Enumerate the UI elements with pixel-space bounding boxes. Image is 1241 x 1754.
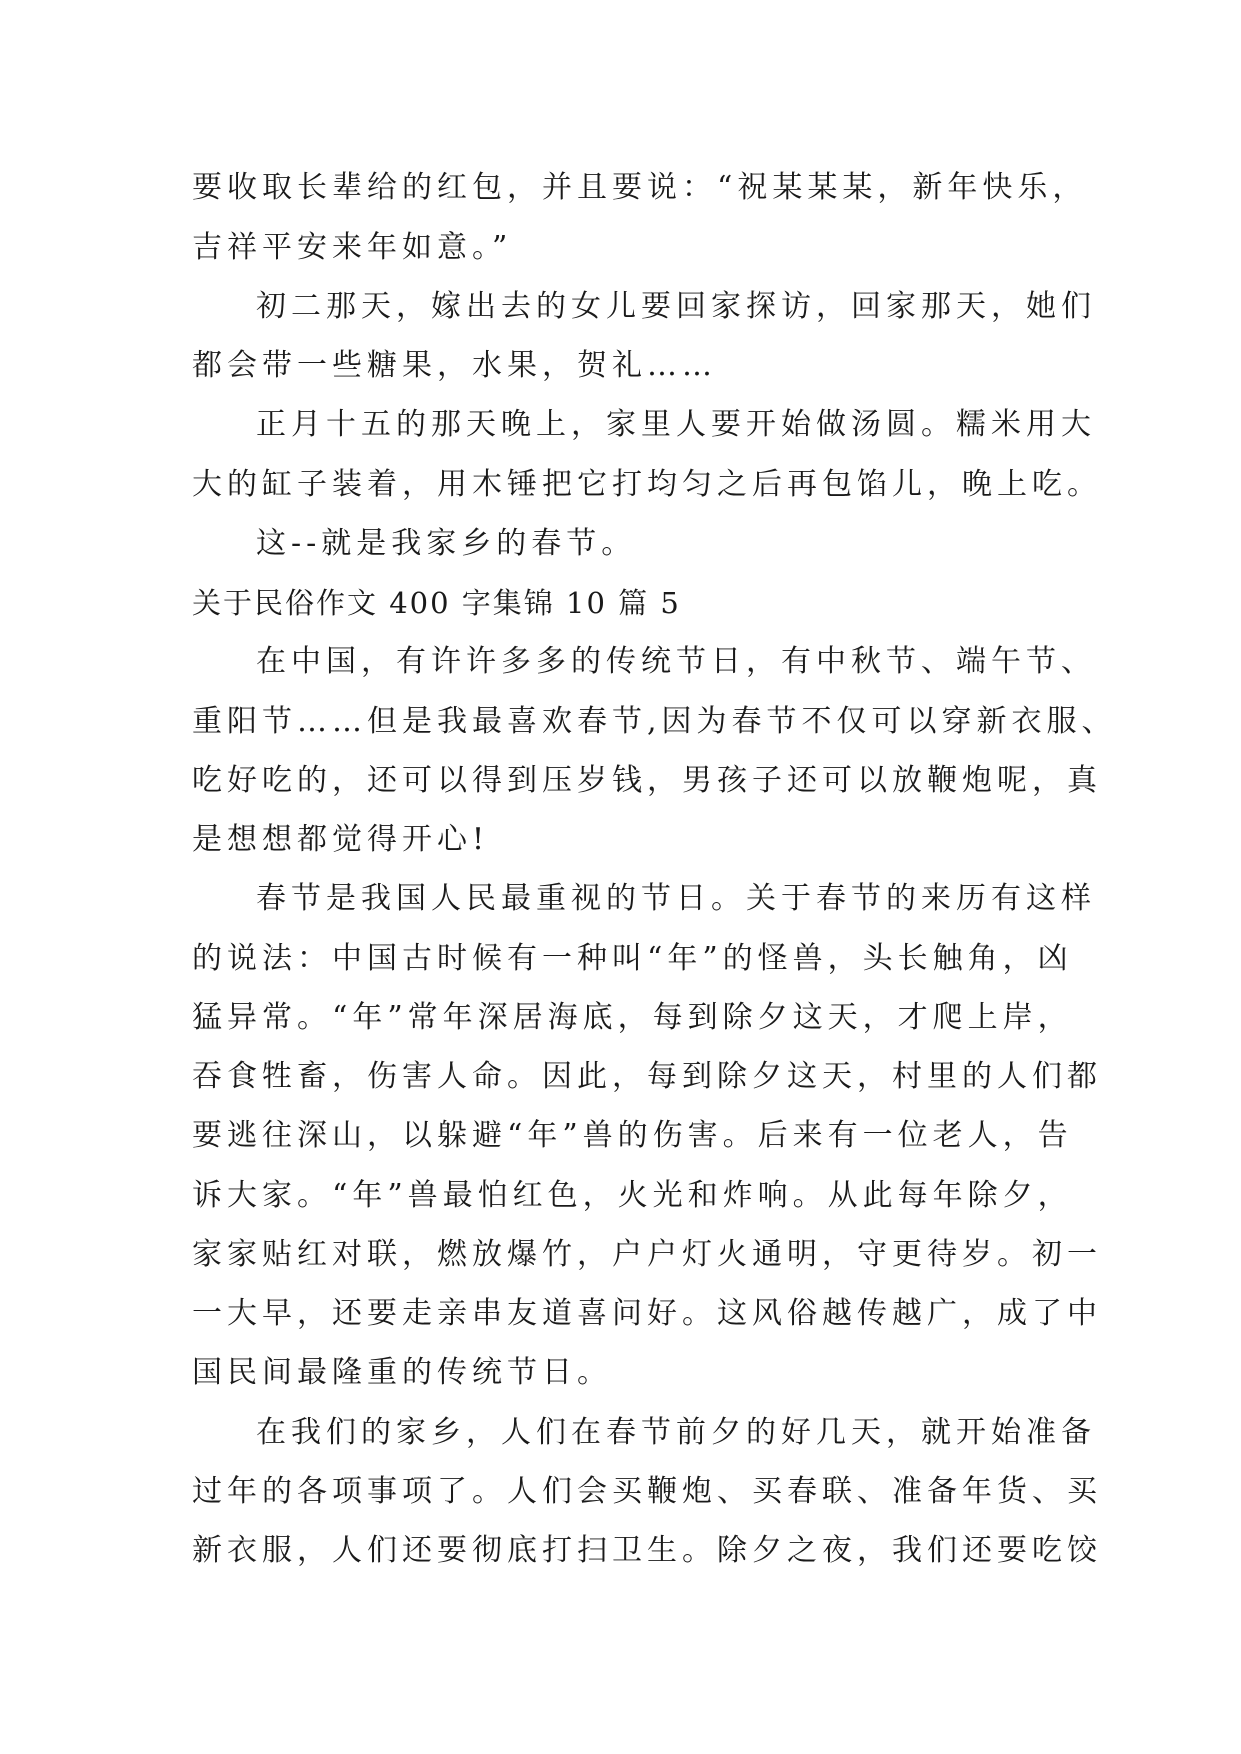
text-line: 吉祥平安来年如意。” (192, 230, 513, 265)
paragraph-first-line: 正月十五的那天晚上，家里人要开始做汤圆。糯米用大 (256, 407, 1096, 442)
text-line: 要收取长辈给的红包，并且要说：“祝某某某，新年快乐， (192, 170, 1088, 205)
text-line: 新衣服，人们还要彻底打扫卫生。除夕之夜，我们还要吃饺 (192, 1533, 1102, 1568)
paragraph-first-line: 春节是我国人民最重视的节日。关于春节的来历有这样 (256, 881, 1096, 916)
text-line: 重阳节……但是我最喜欢春节,因为春节不仅可以穿新衣服、 (192, 704, 1117, 739)
paragraph-first-line: 初二那天，嫁出去的女儿要回家探访，回家那天，她们 (256, 289, 1096, 324)
section-heading: 关于民俗作文 400 字集锦 10 篇 5 (192, 586, 681, 620)
text-line: 吃好吃的，还可以得到压岁钱，男孩子还可以放鞭炮呢，真 (192, 763, 1102, 798)
paragraph-first-line: 在中国，有许许多多的传统节日，有中秋节、端午节、 (256, 644, 1096, 679)
text-line: 诉大家。“年”兽最怕红色，火光和炸响。从此每年除夕， (192, 1178, 1073, 1213)
paragraph-first-line: 这--就是我家乡的春节。 (256, 526, 637, 561)
text-line: 过年的各项事项了。人们会买鞭炮、买春联、准备年货、买 (192, 1474, 1102, 1509)
text-line: 要逃往深山，以躲避“年”兽的伤害。后来有一位老人，告 (192, 1118, 1073, 1153)
text-line: 国民间最隆重的传统节日。 (192, 1355, 612, 1390)
text-line: 的说法：中国古时候有一种叫“年”的怪兽，头长触角，凶 (192, 941, 1073, 976)
paragraph-first-line: 在我们的家乡，人们在春节前夕的好几天，就开始准备 (256, 1415, 1096, 1450)
text-line: 都会带一些糖果，水果，贺礼…… (192, 348, 717, 383)
text-line: 家家贴红对联，燃放爆竹，户户灯火通明，守更待岁。初一 (192, 1237, 1102, 1272)
text-line: 一大早，还要走亲串友道喜问好。这风俗越传越广，成了中 (192, 1296, 1102, 1331)
text-line: 吞食牲畜，伤害人命。因此，每到除夕这天，村里的人们都 (192, 1059, 1102, 1094)
text-line: 大的缸子装着，用木锤把它打均匀之后再包馅儿，晚上吃。 (192, 467, 1102, 502)
text-line: 猛异常。“年”常年深居海底，每到除夕这天，才爬上岸， (192, 1000, 1073, 1035)
text-line: 是想想都觉得开心! (192, 822, 490, 857)
